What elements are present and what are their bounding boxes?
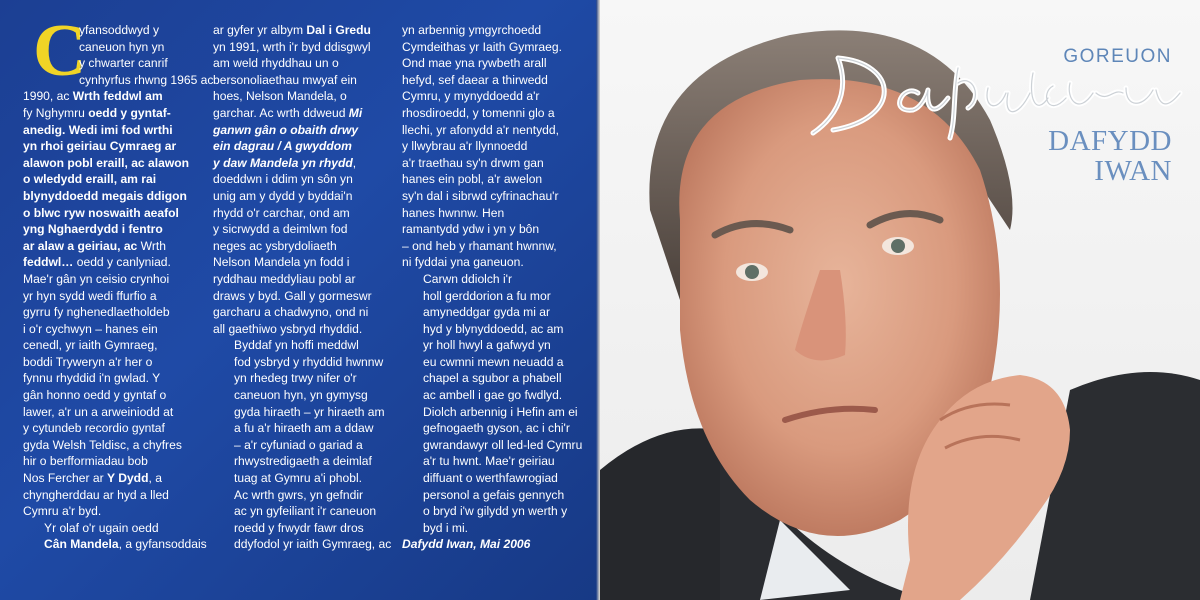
text-line: all gaethiwo ysbryd rhyddid. — [213, 321, 363, 336]
paragraph — [402, 22, 580, 271]
text-line: alawon pobl eraill, ac alawon — [23, 155, 189, 170]
text-line: – ond heb y rhamant hwnnw, — [402, 238, 557, 253]
text-line: y sicrwydd a deimlwn fod — [213, 222, 348, 237]
text-line: gyda hiraeth – yr hiraeth am — [234, 404, 385, 419]
text-line: Yr olaf o'r ugain oedd — [44, 520, 159, 535]
text-line: personol a gefais gennych — [423, 487, 565, 502]
text-line: feddwl… oedd y canlyniad. — [23, 255, 171, 270]
text-line: ganwn gân o obaith drwy — [213, 122, 359, 137]
paragraph — [213, 337, 391, 553]
text-line: Cymru, y mynyddoedd a'r — [402, 89, 540, 104]
text-line: ryddhau meddyliau pobl ar — [213, 271, 356, 286]
text-line: o blwc ryw noswaith aeafol — [23, 205, 179, 220]
text-line: llechi, yr afonydd a'r nentydd, — [402, 122, 559, 137]
text-line: anedig. Wedi imi fod wrthi — [23, 122, 173, 137]
text-line: yn 1991, wrth i'r byd ddisgwyl — [213, 39, 371, 54]
text-line: unig am y dydd y byddai'n — [213, 188, 353, 203]
liner-notes-column-3 — [402, 22, 583, 553]
text-line: yr hyn sydd wedi ffurfio a — [23, 288, 157, 303]
text-line: hanes ein pobl, a'r awelon — [402, 172, 543, 187]
text-line: yn rhedeg trwy nifer o'r — [234, 371, 357, 386]
text-line: lawer, a'r un a arweiniodd at — [23, 404, 174, 419]
text-line: Byddaf yn hoffi meddwl — [234, 338, 359, 353]
text-line: Diolch arbennig i Hefin am ei — [423, 404, 578, 419]
text-line: hir o berfformiadau bob — [23, 454, 148, 469]
artist-name-line-2: IWAN — [1094, 155, 1172, 187]
text-line: a fu a'r hiraeth am a ddaw — [234, 421, 374, 436]
text-line: Mae'r gân yn ceisio crynhoi — [23, 271, 170, 286]
text-line: yn arbennig ymgyrchoedd — [402, 23, 542, 37]
text-line: y chwarter canrif — [79, 56, 168, 71]
text-line: hyd y blynyddoedd, ac am — [423, 321, 564, 336]
text-line: boddi Tryweryn a'r her o — [23, 354, 153, 369]
text-line: hefyd, sef daear a thirwedd — [402, 72, 548, 87]
text-line: yng Nghaerdydd i fentro — [23, 222, 163, 237]
handwritten-signature — [808, 38, 1188, 148]
text-line: doeddwn i ddim yn sôn yn — [213, 172, 353, 187]
text-line: byd i mi. — [423, 520, 469, 535]
text-line: o wledydd eraill, am rai — [23, 172, 157, 187]
text-line: roedd y frwydr fawr dros — [234, 520, 364, 535]
text-line: chapel a sgubor a phabell — [423, 371, 562, 386]
text-line: amyneddgar gyda mi ar — [423, 305, 551, 320]
text-line: ac yn gyfeiliant i'r caneuon — [234, 504, 377, 519]
text-line: ar alaw a geiriau, ac Wrth — [23, 238, 166, 253]
text-line: garcharu a chadwyno, ond ni — [213, 305, 369, 320]
text-line: gefnogaeth gyson, ac i chi'r — [423, 421, 570, 436]
text-line: hanes hwnnw. Hen — [402, 205, 505, 220]
text-line: am weld rhyddhau un o — [213, 56, 339, 71]
text-line: holl gerddorion a fu mor — [423, 288, 551, 303]
drop-cap: C — [33, 10, 87, 92]
text-line: gwrandawyr oll led-led Cymru — [423, 437, 583, 452]
text-line: y daw Mandela yn rhydd, — [213, 155, 357, 170]
text-line: i o'r cychwyn – hanes ein — [23, 321, 158, 336]
text-line: Cymdeithas yr Iaith Gymraeg. — [402, 39, 562, 54]
paragraph — [23, 22, 214, 520]
paragraph — [402, 271, 583, 537]
text-line: hoes, Nelson Mandela, o — [213, 89, 347, 104]
paragraph — [213, 22, 391, 337]
text-line: gyrru fy nghenedlaetholdeb — [23, 305, 170, 320]
text-line: eu cwmni mewn neuadd a — [423, 354, 564, 369]
text-line: Cân Mandela, a gyfansoddais — [44, 537, 207, 552]
text-line: cenedl, yr iaith Gymraeg, — [23, 338, 158, 353]
text-line: a'r tu hwnt. Mae'r geiriau — [423, 454, 555, 469]
text-line: Nelson Mandela yn fodd i — [213, 255, 350, 270]
text-line: cynhyrfus rhwng 1965 ac — [79, 72, 214, 87]
text-line: ni fyddai yna ganeuon. — [402, 255, 524, 270]
text-line: ramantydd ydw i yn y bôn — [402, 222, 540, 237]
liner-notes-column-1 — [23, 22, 214, 553]
text-line: o bryd i'w gilydd yn werth y — [423, 504, 568, 519]
text-line: caneuon hyn, yn gymysg — [234, 388, 368, 403]
text-line: neges ac ysbrydoliaeth — [213, 238, 337, 253]
text-line: Ac wrth gwrs, yn gefndir — [234, 487, 364, 502]
paragraph — [23, 520, 207, 553]
text-line: yn rhoi geiriau Cymraeg ar — [23, 139, 177, 154]
text-line: y llwybrau a'r llynnoedd — [402, 139, 528, 154]
text-line: fy Nghymru oedd y gyntaf- — [23, 105, 171, 120]
text-line: fynnu rhyddid i'n gwlad. Y — [23, 371, 161, 386]
text-line: gyda Welsh Teldisc, a chyfres — [23, 437, 182, 452]
text-line: a'r traethau sy'n drwm gan — [402, 155, 544, 170]
text-line: ddyfodol yr iaith Gymraeg, ac — [234, 537, 392, 552]
text-line: y cytundeb recordio gyntaf — [23, 421, 165, 436]
text-line: – a'r cyfuniad o gariad a — [234, 437, 363, 452]
text-line: caneuon hyn yn — [79, 39, 165, 54]
text-line: fod ysbryd y rhyddid hwnnw — [234, 354, 384, 369]
text-line: bersonoliaethau mwyaf ein — [213, 72, 357, 87]
liner-notes-column-2 — [213, 22, 391, 553]
text-line: Ond mae yna rywbeth arall — [402, 56, 547, 71]
text-line: 1990, ac Wrth feddwl am — [23, 89, 163, 104]
text-line: Cymru a'r byd. — [23, 504, 102, 519]
text-line: ein dagrau / A gwyddom — [213, 139, 352, 154]
text-line: garchar. Ac wrth ddweud Mi — [213, 105, 363, 120]
text-line: gân honno oedd y gyntaf o — [23, 388, 167, 403]
text-line: yfansoddwyd y — [79, 23, 159, 37]
text-line: ar gyfer yr albym Dal i Gredu — [213, 23, 371, 37]
signoff: Dafydd Iwan, Mai 2006 — [402, 537, 531, 552]
text-line: rhwystredigaeth a deimlaf — [234, 454, 372, 469]
text-line: yr holl hwyl a gafwyd yn — [423, 338, 551, 353]
text-line: rhosdiroedd, y tomenni glo a — [402, 105, 555, 120]
text-line: blynyddoedd megais ddigon — [23, 188, 187, 203]
text-line: draws y byd. Gall y gormeswr — [213, 288, 372, 303]
text-line: rhydd o'r carchar, ond am — [213, 205, 350, 220]
text-line: Carwn ddiolch i'r — [423, 271, 513, 286]
text-line: diffuant o werthfawrogiad — [423, 471, 558, 486]
series-label: GOREUON — [1063, 46, 1172, 67]
artist-name-line-1: DAFYDD — [1048, 125, 1172, 157]
text-line: chyngherddau ar hyd a lled — [23, 487, 169, 502]
text-line: sy'n dal i sibrwd cyfrinachau'r — [402, 188, 559, 203]
text-line: tuag at Gymru a'i phobl. — [234, 471, 363, 486]
text-line: Nos Fercher ar Y Dydd, a — [23, 471, 162, 486]
text-line: ac ambell i gae go fwdlyd. — [423, 388, 563, 403]
